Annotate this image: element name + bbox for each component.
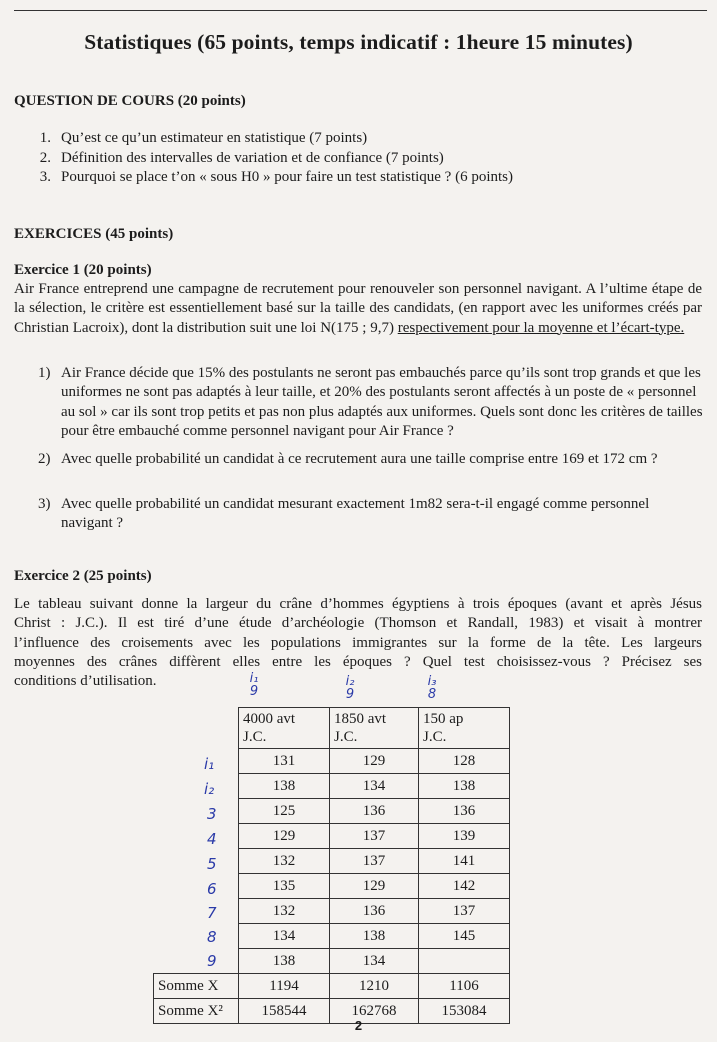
ex1-question-3: 3) Avec quelle probabilité un candidat mesurant exactement 1m82 sera-t-il engagé comme personnel navigant ? — [38, 496, 650, 532]
ex1-question-1: 1) Air France décide que 15% des postulants ne seront pas embauchés parce qu’ils sont trop grands et que les uniformes ne sont pas adaptés à leur taille, et 20% des postulants seront affectés à un poste de « personnel au sol » car ils sont trop petits et pas non plus adaptés aux uniformes. Quels sont donc les critères de tailles pour être embauché comme personnel navigant pour Air France ? — [38, 365, 703, 439]
table-header-cell: 4000 avt J.C. — [239, 708, 330, 749]
hw-col-index-1: i₁ 9 — [249, 671, 259, 699]
table-row: 138 134 — [154, 949, 510, 974]
table-sumsq-row: Somme X² 158544 162768 153084 — [154, 999, 510, 1024]
table-row: 125 136 136 — [154, 799, 510, 824]
cours-item: 1. Qu’est ce qu’un estimateur en statistique (7 points) — [39, 130, 368, 146]
table-row: 132 136 137 — [154, 899, 510, 924]
table-row: 132 137 141 — [154, 849, 510, 874]
exercices-heading: EXERCICES (45 points) — [14, 226, 174, 242]
table-row: 131 129 128 — [154, 749, 510, 774]
ex1-intro-underlined: respectivement pour la moyenne et l’écart-type. — [397, 319, 685, 336]
hw-row-index-3: 3 — [207, 805, 217, 823]
page-number: 2 — [354, 1018, 363, 1033]
hw-row-index-7: 7 — [207, 904, 217, 922]
ex2-heading: Exercice 2 (25 points) — [14, 568, 152, 584]
hw-col-index-2: i₂ 9 — [345, 674, 355, 702]
sumsq-label: Somme X² — [154, 999, 239, 1024]
hw-row-index-5: 5 — [207, 855, 217, 873]
hw-row-index-1: i₁ — [204, 755, 215, 773]
cours-item: 2. Définition des intervalles de variation et de confiance (7 points) — [39, 149, 444, 166]
hw-row-index-9: 9 — [207, 952, 217, 970]
top-rule — [14, 10, 707, 11]
table-row: 134 138 145 — [154, 924, 510, 949]
table-row: 138 134 138 — [154, 774, 510, 799]
hw-row-index-4: 4 — [207, 830, 217, 848]
table-header-cell: 1850 avt J.C. — [330, 708, 419, 749]
table-row: 129 137 139 — [154, 824, 510, 849]
ex1-heading: Exercice 1 (20 points) — [14, 262, 152, 278]
table-sum-row: Somme X 1194 1210 1106 — [154, 974, 510, 999]
hw-row-index-2: i₂ — [204, 780, 215, 798]
cours-item: 3. Pourquoi se place t’on « sous H0 » pour faire un test statistique ? (6 points) — [39, 169, 514, 185]
hw-row-index-8: 8 — [207, 928, 217, 946]
ex1-question-2: 2) Avec quelle probabilité un candidat à ce recrutement aura une taille comprise entre 169 et 172 cm ? — [38, 451, 658, 467]
skull-width-table — [153, 707, 510, 1024]
cours-heading: QUESTION DE COURS (20 points) — [14, 93, 246, 109]
table-header-cell: 150 ap J.C. — [419, 708, 510, 749]
ex1-intro: Air France entreprend une campagne de recrutement pour renouveler son personnel navigant. A l’ultime étape de la sélection, le critère est essentiellement basé sur la taille des candidats, (en rapport avec les uniformes créés par Christian Lacroix), dont la distribution suit une loi N(175 ; 9,7) respectivement pour la moyenne et l’écart-type. — [14, 281, 702, 336]
hw-row-index-6: 6 — [207, 880, 217, 898]
cours-list — [14, 129, 513, 188]
ex2-text: Le tableau suivant donne la largeur du crâne d’hommes égyptiens à trois époques (avant et après Jésus Christ : J.C.). Il est tiré d’une étude d’archéologie (Thomson et Randall, 1983) et visait à montrer l’influence des croisements avec les populations immigrantes sur la forme de la tête. Les largeurs moyennes des crânes diffèrent elles entre les époques ? Quel test choisissez-vous ? Précisez ses conditions d’utilisation. — [14, 596, 702, 690]
hw-col-index-3: i₃ 8 — [427, 674, 437, 702]
table-row: 135 129 142 — [154, 874, 510, 899]
page-title: Statistiques (65 points, temps indicatif : 1heure 15 minutes) — [84, 30, 633, 54]
sum-label: Somme X — [154, 974, 239, 999]
table-header-row — [154, 708, 510, 749]
